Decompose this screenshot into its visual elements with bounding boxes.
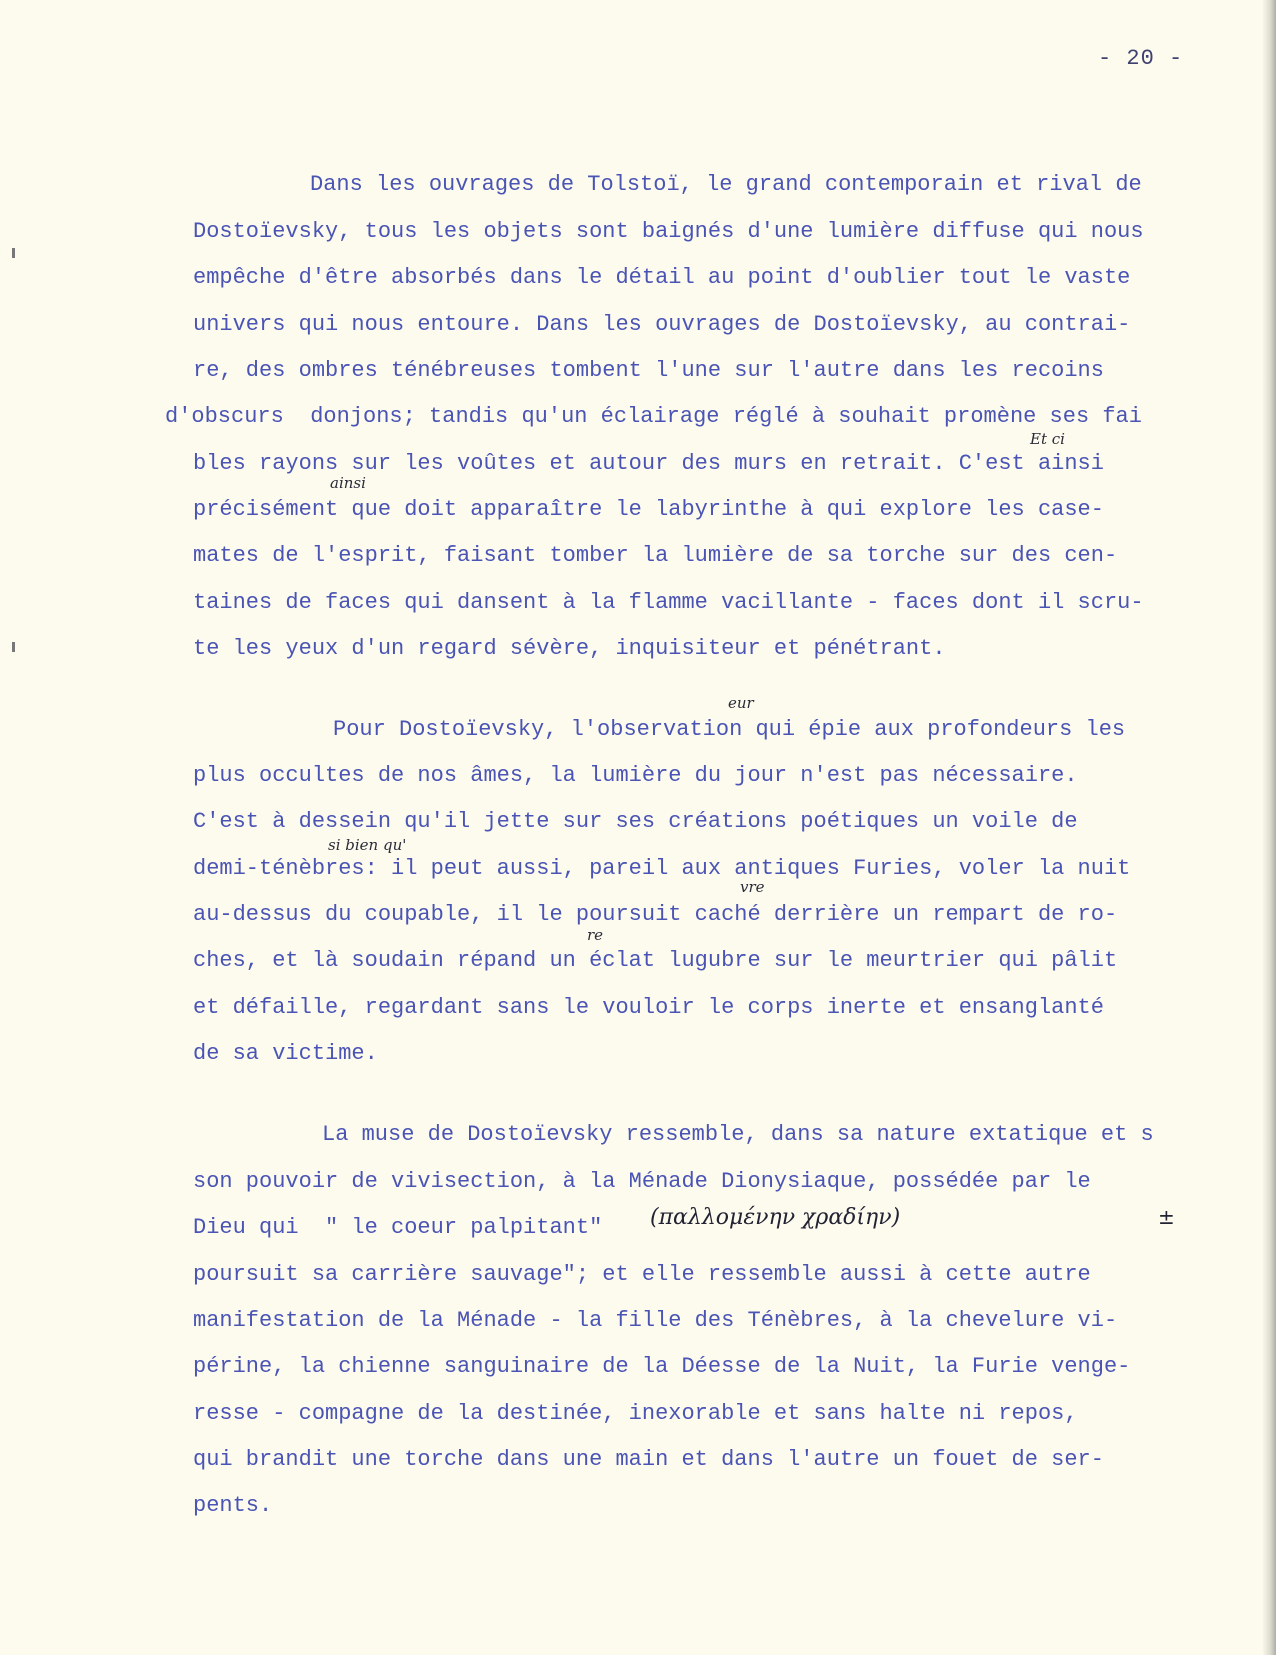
handwritten-annotation: eur: [728, 694, 754, 712]
text-line: d'obscurs donjons; tandis qu'un éclairage réglé à souhait promène ses fai: [165, 404, 1142, 429]
margin-speck: [12, 248, 15, 258]
text-line: demi-ténèbres: il peut aussi, pareil aux antiques Furies, voler la nuit: [193, 856, 1131, 881]
text-line: resse - compagne de la destinée, inexorable et sans halte ni repos,: [193, 1401, 1078, 1426]
text-line: précisément que doit apparaître le labyrinthe à qui explore les case-: [193, 497, 1104, 522]
text-line: qui brandit une torche dans une main et dans l'autre un fouet de ser-: [193, 1447, 1104, 1472]
handwritten-annotation: vre: [740, 878, 765, 896]
text-line: pents.: [193, 1493, 273, 1518]
text-line: empêche d'être absorbés dans le détail au point d'oublier tout le vaste: [193, 265, 1131, 290]
text-line: C'est à dessein qu'il jette sur ses créations poétiques un voile de: [193, 809, 1078, 834]
handwritten-greek-phrase: (παλλομένην χραδίην): [650, 1205, 901, 1230]
text-line: mates de l'esprit, faisant tomber la lumière de sa torche sur des cen-: [193, 543, 1118, 568]
handwritten-annotation: ainsi: [330, 474, 366, 492]
text-line: te les yeux d'un regard sévère, inquisiteur et pénétrant.: [193, 636, 946, 661]
text-line: au-dessus du coupable, il le poursuit caché derrière un rempart de ro-: [193, 902, 1118, 927]
text-line: manifestation de la Ménade - la fille des Ténèbres, à la chevelure vi-: [193, 1308, 1118, 1333]
handwritten-annotation: re: [587, 926, 604, 944]
text-line: re, des ombres ténébreuses tombent l'une sur l'autre dans les recoins: [193, 358, 1104, 383]
text-line: périne, la chienne sanguinaire de la Déesse de la Nuit, la Furie venge-: [193, 1354, 1131, 1379]
text-line: ches, et là soudain répand un éclat lugubre sur le meurtrier qui pâlit: [193, 948, 1118, 973]
margin-speck: [12, 642, 15, 652]
page-number: - 20 -: [1098, 46, 1184, 71]
text-line: Dostoïevsky, tous les objets sont baignés d'une lumière diffuse qui nous: [193, 219, 1144, 244]
text-line: La muse de Dostoïevsky ressemble, dans sa nature extatique et s: [322, 1122, 1154, 1147]
text-line: de sa victime.: [193, 1041, 378, 1066]
text-line: plus occultes de nos âmes, la lumière du jour n'est pas nécessaire.: [193, 763, 1078, 788]
text-line: et défaille, regardant sans le vouloir le corps inerte et ensanglanté: [193, 995, 1104, 1020]
text-line: poursuit sa carrière sauvage"; et elle ressemble aussi à cette autre: [193, 1262, 1091, 1287]
handwritten-annotation: Et ci: [1030, 430, 1065, 448]
text-line: Dans les ouvrages de Tolstoï, le grand contemporain et rival de: [310, 172, 1142, 197]
text-line: Pour Dostoïevsky, l'observation qui épie aux profondeurs les: [333, 717, 1126, 742]
text-line: univers qui nous entoure. Dans les ouvrages de Dostoïevsky, au contrai-: [193, 312, 1131, 337]
page-edge-shadow: [1262, 0, 1276, 1655]
text-line: taines de faces qui dansent à la flamme vacillante - faces dont il scru-: [193, 590, 1144, 615]
margin-mark: ±: [1158, 1205, 1175, 1229]
text-line: son pouvoir de vivisection, à la Ménade Dionysiaque, possédée par le: [193, 1169, 1091, 1194]
handwritten-annotation: si bien qu': [328, 836, 407, 854]
text-line: bles rayons sur les voûtes et autour des murs en retrait. C'est ainsi: [193, 451, 1104, 476]
text-line: Dieu qui " le coeur palpitant": [193, 1215, 603, 1240]
